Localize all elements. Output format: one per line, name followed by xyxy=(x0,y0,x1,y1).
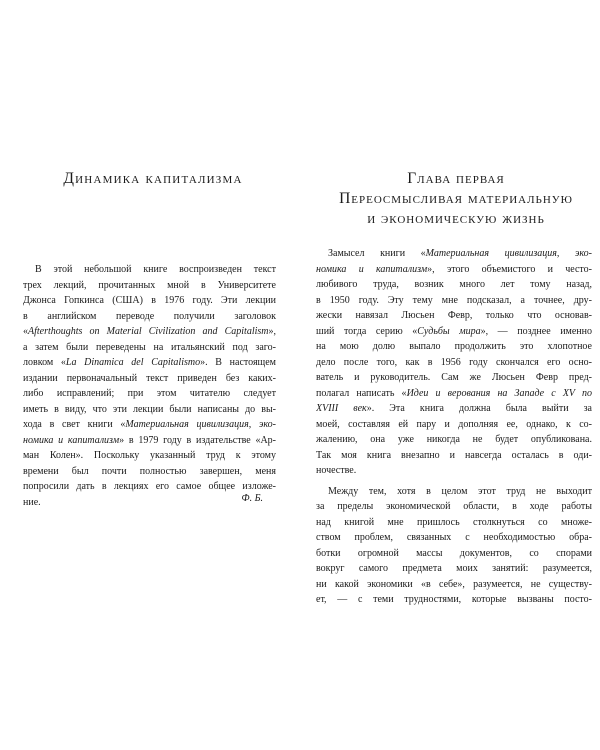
series-ref: Судьбы мира xyxy=(417,325,481,337)
text-line: Джонса Гопкинса (США) в 1976 году. Эти лекции xyxy=(23,295,276,306)
text-segment: полагал написать « xyxy=(316,387,407,399)
book-ref: Материальная цивилизация, эко- xyxy=(425,248,592,259)
text-segment: хода в свет книги « xyxy=(23,419,126,430)
italian-title: La Dinamica del Capitalismo xyxy=(65,357,201,368)
text-line: моей, составляя ей пару и дополняя ее, однако, к со- xyxy=(316,418,592,430)
text-line: ние. xyxy=(23,496,41,508)
text-line: ночестве. xyxy=(316,465,357,476)
text-line xyxy=(316,324,592,340)
text-line: ет, — с теми трудностями, которые вызваны посто- xyxy=(316,594,592,605)
text-line: Так моя книга внезапно и навсегда осталась в оди- xyxy=(316,449,592,461)
text-line: Между тем, хотя в целом этот труд не выходит xyxy=(328,485,592,497)
text-line: над книгой мне пришлось столкнуться со множе- xyxy=(316,516,592,528)
text-line: ватель и руководитель. Сам же Люсьен Февр пред- xyxy=(316,372,592,383)
text-line: вокруг самого предмета моих занятий: разумеется, xyxy=(316,563,592,574)
text-line: В этой небольшой книге воспроизведен текст xyxy=(35,264,276,275)
text-segment: » в 1979 году в издательстве «Ар- xyxy=(119,434,276,446)
signature: Ф. Б. xyxy=(241,493,263,504)
text-line: издании первоначальный текст приведен без каких- xyxy=(23,372,276,384)
text-segment: », этого объемистого и често- xyxy=(427,263,592,275)
text-segment: », — позднее именно xyxy=(480,325,592,337)
text-line xyxy=(23,417,276,433)
book-title: Динамика капитализма xyxy=(63,170,243,187)
text-line: жески навязал Люсьен Февр, только что основав- xyxy=(316,310,592,321)
text-line xyxy=(316,262,592,278)
text-line: «Afterthoughts on Material Civilization and Capitalism», xyxy=(23,326,276,337)
text-line xyxy=(23,433,276,449)
text-line xyxy=(23,355,276,371)
chapter-title-line: Переосмысливая материальную xyxy=(339,190,573,207)
text-segment: Замысел книги « xyxy=(328,248,426,259)
book-ref: Идеи и верования на Западе с XV по xyxy=(406,387,592,399)
text-line: ни какой экономики «в себе», разумеется, не существу- xyxy=(316,578,592,590)
text-line: любивого труда, возник много лет тому назад, xyxy=(316,279,592,290)
text-line: за пределы экономической области, в ходе работы xyxy=(316,501,592,512)
preface-text xyxy=(23,262,276,510)
text-line: времени был почти полностью завершен, меня xyxy=(23,465,276,477)
book-ref: номика и капитализм xyxy=(316,263,428,275)
text-line: жалению, она уже никогда не будет опубликована. xyxy=(316,434,592,445)
text-line xyxy=(316,246,592,262)
text-line: ман Колен». Поскольку указанный труд к этому xyxy=(23,450,276,461)
text-line: в английском переводе получили заголовок xyxy=(23,310,276,322)
text-line: трех лекций, прочитанных мной в Университете xyxy=(23,279,276,291)
text-line: иметь в виду, что эти лекции были написаны до вы- xyxy=(23,403,276,415)
book-ref: XVIII век xyxy=(316,403,367,414)
text-segment: ловком « xyxy=(23,357,66,368)
text-line: либо исправлений; при этом читателю следует xyxy=(23,388,276,399)
right-page xyxy=(300,0,600,750)
text-segment: ший тогда серию « xyxy=(316,325,418,337)
text-line: на мою долю выпало продолжить это хлопотное xyxy=(316,341,592,352)
book-ref: Материальная цивилизация, эко- xyxy=(125,419,276,430)
text-line: ством проблем, связанных с необходимостью обра- xyxy=(316,532,592,543)
english-title: Afterthoughts on Material Civilization and Capitalism xyxy=(28,326,269,337)
text-line: а затем были переведены на итальянский под заго- xyxy=(23,341,276,353)
text-line xyxy=(316,401,592,417)
text-line: дело после того, как в 1956 году скончался его осно- xyxy=(316,356,592,368)
text-line: ботки огромной массы документов, со спорами xyxy=(316,547,592,559)
text-segment: ». В настоящем xyxy=(200,357,276,368)
text-line: в 1950 году. Эту тему мне подсказал, а точнее, дру- xyxy=(316,294,592,306)
text-segment: ». Эта книга должна была выйти за xyxy=(366,403,592,414)
chapter-heading xyxy=(317,169,595,229)
text-line: попросили дать в лекциях его самое общее изложе- xyxy=(23,481,276,492)
text-line xyxy=(316,386,592,402)
chapter-label: Глава первая xyxy=(407,170,505,187)
chapter-text xyxy=(316,246,592,608)
book-ref: номика и капитализм xyxy=(23,434,120,446)
chapter-title-line: и экономическую жизнь xyxy=(367,210,545,227)
